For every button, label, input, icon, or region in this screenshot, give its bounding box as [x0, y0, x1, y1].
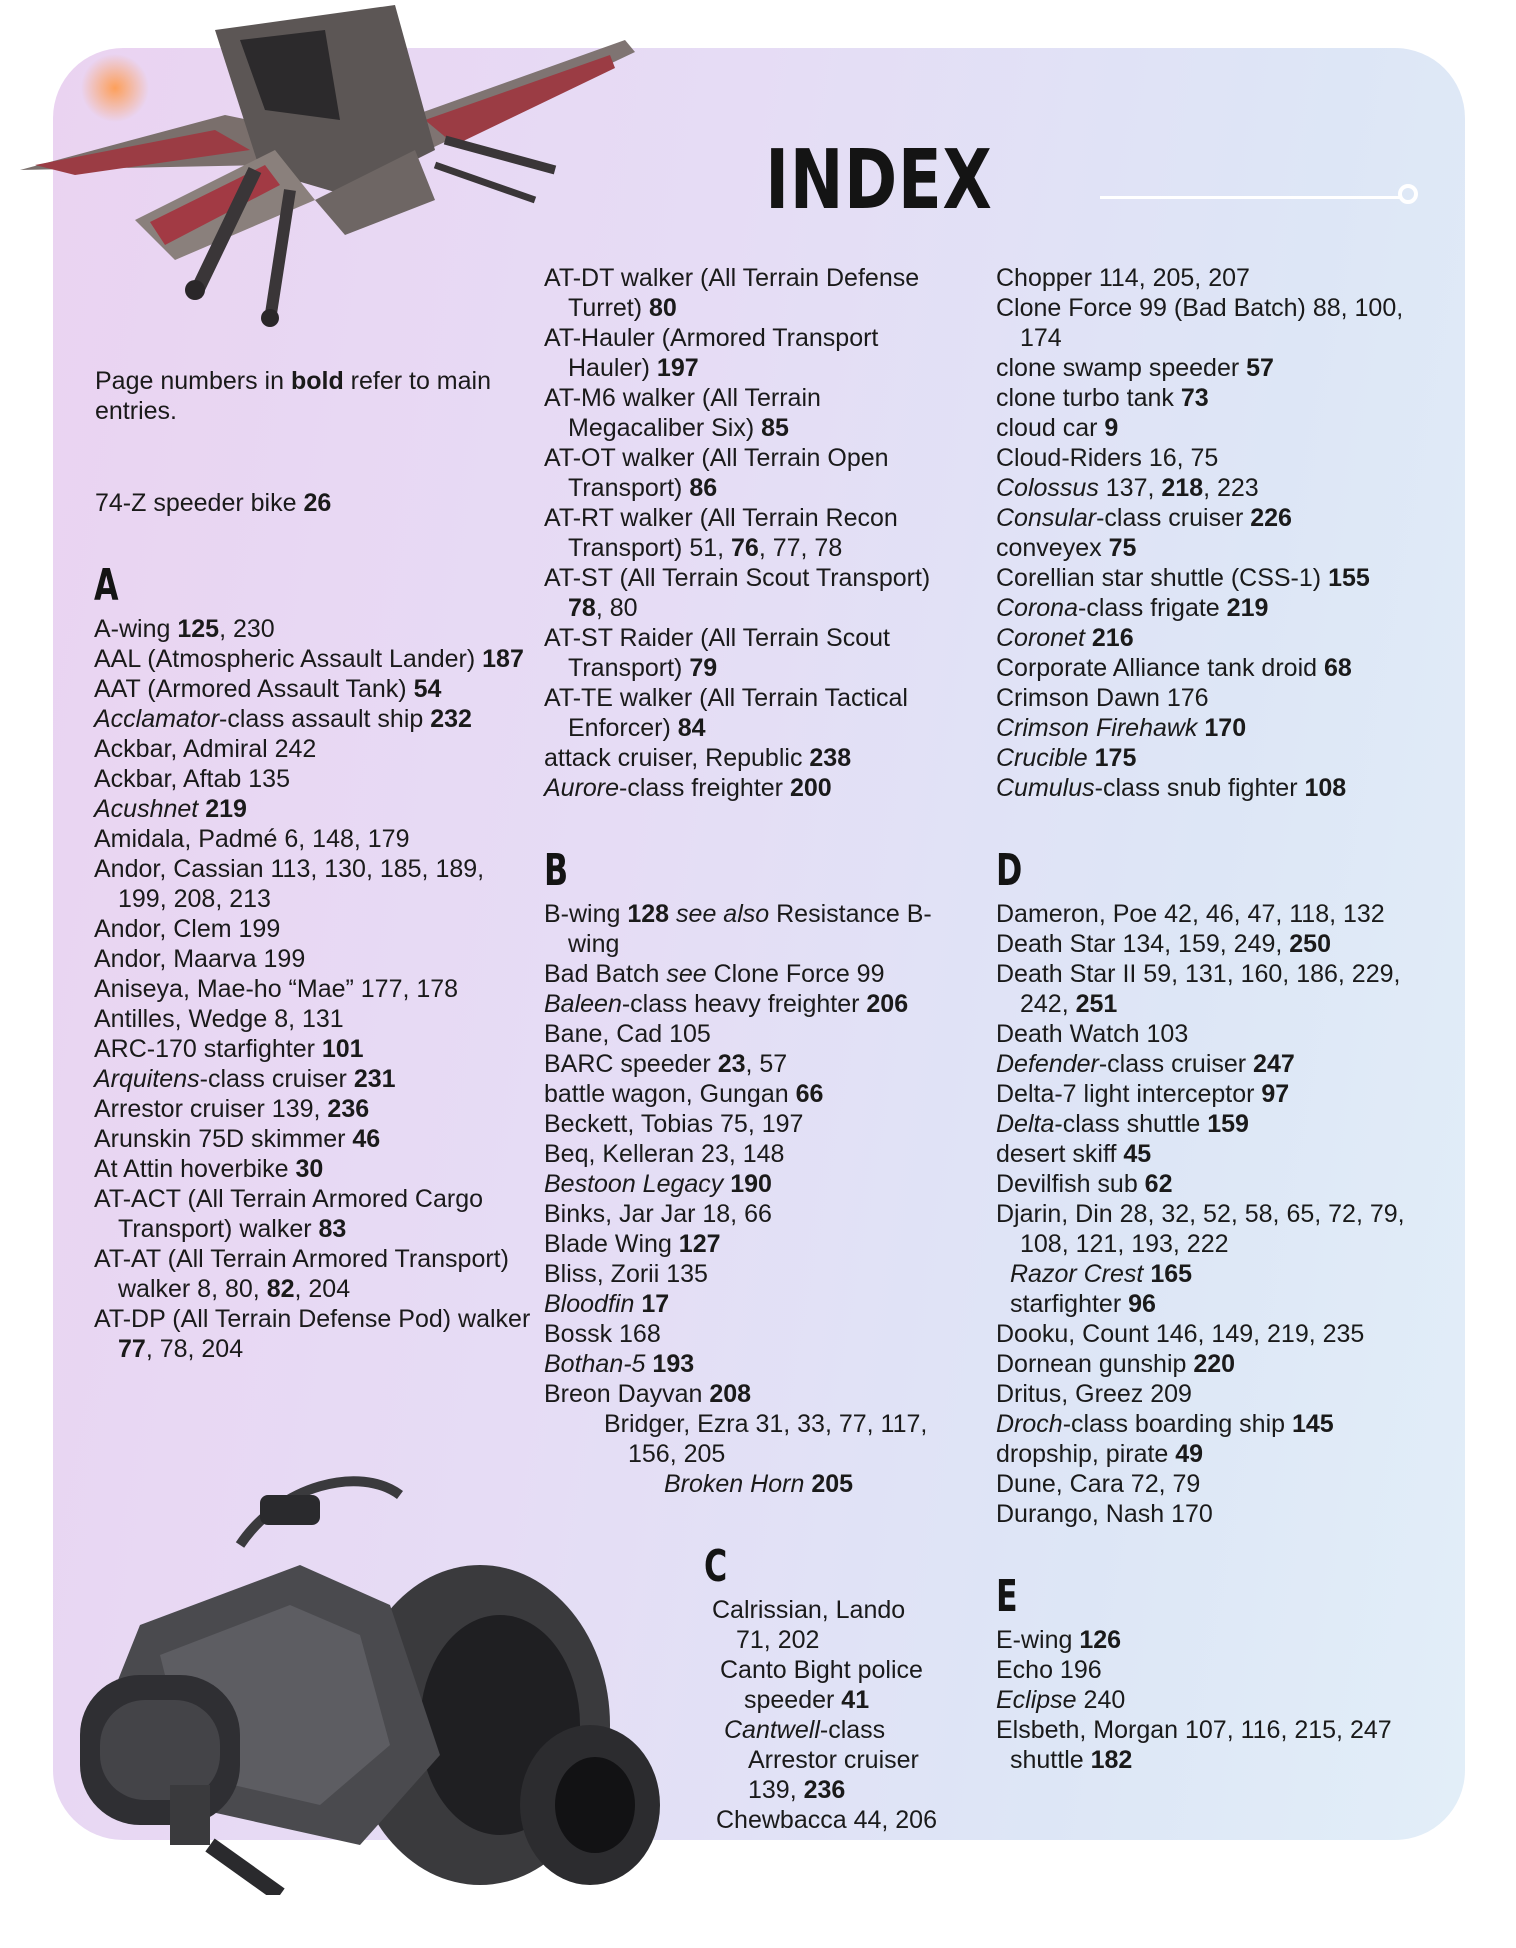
index-entry: Crimson Firehawk 170	[996, 714, 1247, 742]
index-entry: Durango, Nash 170	[996, 1500, 1213, 1528]
index-entry: cloud car 9	[996, 414, 1119, 442]
index-entry: Breon Dayvan 208	[544, 1380, 752, 1408]
index-entry: Consular-class cruiser 226	[996, 504, 1292, 532]
index-entry: Arunskin 75D skimmer 46	[94, 1125, 381, 1153]
index-entry: AAL (Atmospheric Assault Lander) 187	[94, 645, 524, 673]
index-entry: Dornean gunship 220	[996, 1350, 1236, 1378]
index-entry: Corellian star shuttle (CSS-1) 155	[996, 564, 1370, 592]
index-entry: Death Watch 103	[996, 1020, 1189, 1048]
index-entry: B-wing 128 see also Resistance B-wing	[544, 900, 932, 958]
index-subentry: starfighter 96	[1010, 1290, 1156, 1318]
index-entry: AT-ST (All Terrain Scout Transport) 78, 80	[544, 564, 931, 622]
index-column-3	[996, 263, 1436, 1775]
index-entry: desert skiff 45	[996, 1140, 1152, 1168]
index-entry: At Attin hoverbike 30	[94, 1155, 324, 1183]
index-entry: Chopper 114, 205, 207	[996, 264, 1250, 292]
index-entry: Defender-class cruiser 247	[996, 1050, 1295, 1078]
index-entry: Cumulus-class snub fighter 108	[996, 774, 1347, 802]
index-entry: Death Star 134, 159, 249, 250	[996, 930, 1331, 958]
index-entry: Echo 196	[996, 1656, 1102, 1684]
index-entry: Chewbacca 44, 206	[716, 1806, 937, 1834]
index-entry: Beq, Kelleran 23, 148	[544, 1140, 785, 1168]
index-entry: dropship, pirate 49	[996, 1440, 1204, 1468]
index-entry: Andor, Clem 199	[94, 915, 281, 943]
index-entry: AT-AT (All Terrain Armored Transport) walker 8, 80, 82, 204	[94, 1245, 509, 1303]
page-title: INDEX	[765, 132, 993, 228]
index-entry: AT-RT walker (All Terrain Recon Transport) 51, 76, 77, 78	[544, 504, 898, 562]
index-entry: Clone Force 99 (Bad Batch) 88, 100, 174	[996, 294, 1404, 352]
index-entry: Devilfish sub 62	[996, 1170, 1173, 1198]
index-entry: Elsbeth, Morgan 107, 116, 215, 247	[996, 1716, 1392, 1744]
index-entry: Calrissian, Lando 71, 202	[712, 1596, 906, 1654]
index-subentry: shuttle 182	[1010, 1746, 1133, 1774]
index-entry: AT-OT walker (All Terrain Open Transport) 86	[544, 444, 889, 502]
index-entry: Dritus, Greez 209	[996, 1380, 1192, 1408]
index-entry: Bloodfin 17	[544, 1290, 670, 1318]
index-entry: Dooku, Count 146, 149, 219, 235	[996, 1320, 1365, 1348]
title-rule	[1100, 196, 1400, 199]
index-entry: clone swamp speeder 57	[996, 354, 1274, 382]
section-letter: C	[704, 1541, 728, 1592]
index-entry: Antilles, Wedge 8, 131	[94, 1005, 344, 1033]
index-entry: Coronet 216	[996, 624, 1134, 652]
entry-74z: 74-Z speeder bike 26	[95, 489, 332, 517]
index-entry: Death Star II 59, 131, 160, 186, 229, 242, 251	[996, 960, 1401, 1018]
starfighter-illustration	[15, 0, 635, 340]
index-entry: clone turbo tank 73	[996, 384, 1209, 412]
index-entry: Colossus 137, 218, 223	[996, 474, 1259, 502]
index-entry: Beckett, Tobias 75, 197	[544, 1110, 804, 1138]
index-entry: Corona-class frigate 219	[996, 594, 1269, 622]
section-letter: B	[544, 845, 569, 896]
index-entry: attack cruiser, Republic 238	[544, 744, 852, 772]
index-entry: Bothan-5 193	[544, 1350, 695, 1378]
intro-note: Page numbers in bold refer to main entries.	[95, 367, 491, 425]
index-entry: AAT (Armored Assault Tank) 54	[94, 675, 442, 703]
index-entry: Bridger, Ezra 31, 33, 77, 117, 156, 205	[604, 1410, 928, 1468]
index-entry: Ackbar, Aftab 135	[94, 765, 290, 793]
index-entry: E-wing 126	[996, 1626, 1122, 1654]
index-entry: BARC speeder 23, 57	[544, 1050, 788, 1078]
index-entry: Andor, Maarva 199	[94, 945, 306, 973]
index-entry: AT-TE walker (All Terrain Tactical Enforcer) 84	[544, 684, 908, 742]
index-entry: battle wagon, Gungan 66	[544, 1080, 824, 1108]
index-entry: Acushnet 219	[94, 795, 247, 823]
index-entry: AT-DT walker (All Terrain Defense Turret) 80	[544, 264, 920, 322]
index-entry: Crucible 175	[996, 744, 1137, 772]
section-letter: A	[94, 560, 119, 611]
index-subentry: Razor Crest 165	[1010, 1260, 1193, 1288]
index-entry: Dune, Cara 72, 79	[996, 1470, 1201, 1498]
index-entry: Broken Horn 205	[664, 1470, 854, 1498]
section-letter: E	[996, 1571, 1018, 1622]
index-entry: Andor, Cassian 113, 130, 185, 189, 199, 208, 213	[94, 855, 485, 913]
index-entry: AT-DP (All Terrain Defense Pod) walker 77, 78, 204	[94, 1305, 531, 1363]
speeder-bike-illustration	[60, 1425, 700, 1895]
index-entry: Djarin, Din 28, 32, 52, 58, 65, 72, 79, 108, 121, 193, 222	[996, 1200, 1405, 1258]
index-entry: Arquitens-class cruiser 231	[94, 1065, 396, 1093]
index-entry: Arrestor cruiser 139, 236	[94, 1095, 370, 1123]
index-entry: AT-ST Raider (All Terrain Scout Transport) 79	[544, 624, 890, 682]
index-entry: Acclamator-class assault ship 232	[94, 705, 472, 733]
index-entry: Delta-7 light interceptor 97	[996, 1080, 1290, 1108]
index-entry: Delta-class shuttle 159	[996, 1110, 1249, 1138]
rule-end-dot	[1398, 184, 1418, 204]
section-letter: D	[996, 845, 1023, 896]
index-entry: conveyex 75	[996, 534, 1137, 562]
index-entry: Eclipse 240	[996, 1686, 1126, 1714]
index-entry: A-wing 125, 230	[94, 615, 275, 643]
index-entry: Crimson Dawn 176	[996, 684, 1209, 712]
index-entry: Bane, Cad 105	[544, 1020, 711, 1048]
index-entry: Canto Bight police speeder 41	[720, 1656, 923, 1714]
index-entry: Binks, Jar Jar 18, 66	[544, 1200, 772, 1228]
index-column-1	[94, 562, 534, 1364]
index-entry: Bad Batch see Clone Force 99	[544, 960, 885, 988]
index-entry: Corporate Alliance tank droid 68	[996, 654, 1352, 682]
index-entry: Cantwell-class Arrestor cruiser 139, 236	[724, 1716, 919, 1804]
index-entry: Amidala, Padmé 6, 148, 179	[94, 825, 410, 853]
index-entry: Baleen-class heavy freighter 206	[544, 990, 909, 1018]
index-entry: Bossk 168	[544, 1320, 661, 1348]
index-entry: Ackbar, Admiral 242	[94, 735, 317, 763]
index-entry: AT-M6 walker (All Terrain Megacaliber Six) 85	[544, 384, 821, 442]
index-entry: Bliss, Zorii 135	[544, 1260, 708, 1288]
index-entry: Cloud-Riders 16, 75	[996, 444, 1219, 472]
index-entry: AT-ACT (All Terrain Armored Cargo Transport) walker 83	[94, 1185, 484, 1243]
index-entry: AT-Hauler (Armored Transport Hauler) 197	[544, 324, 879, 382]
index-entry: ARC-170 starfighter 101	[94, 1035, 364, 1063]
index-entry: Aniseya, Mae-ho “Mae” 177, 178	[94, 975, 459, 1003]
index-entry: Blade Wing 127	[544, 1230, 721, 1258]
index-entry: Aurore-class freighter 200	[544, 774, 832, 802]
index-entry: Dameron, Poe 42, 46, 47, 118, 132	[996, 900, 1385, 928]
index-entry: Bestoon Legacy 190	[544, 1170, 772, 1198]
index-entry: Droch-class boarding ship 145	[996, 1410, 1334, 1438]
